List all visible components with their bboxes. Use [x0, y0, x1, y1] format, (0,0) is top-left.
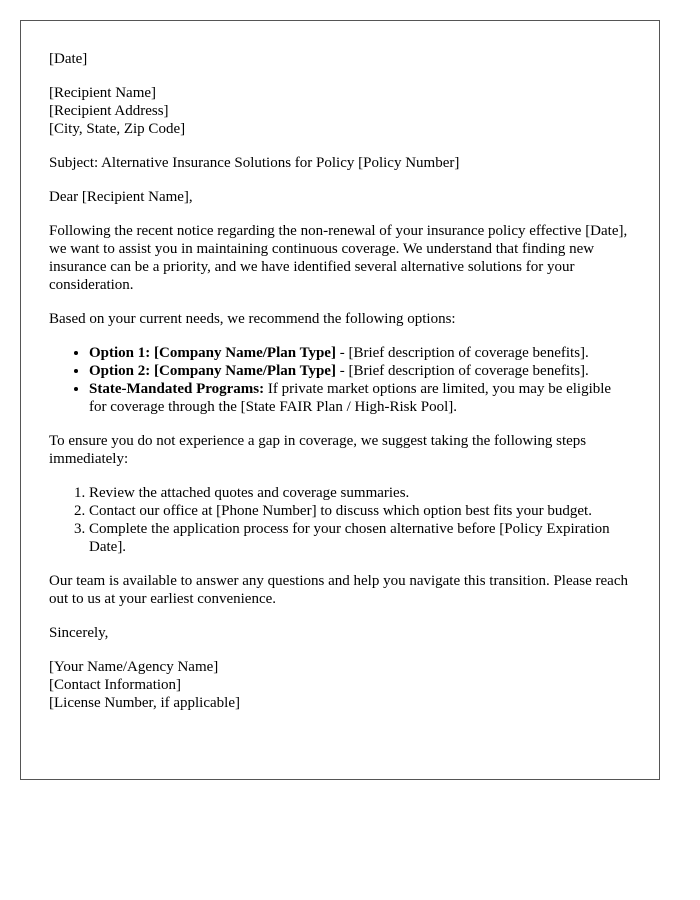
intro-paragraph: Following the recent notice regarding the non-renewal of your insurance policy effective [Date], we want to assist you in maintaining continuous coverage. We understand that finding new insurance can be a priority, and we have identified several alternative solutions for your consideration. [49, 223, 628, 293]
option-label: Option 1: [Company Name/Plan Type] [89, 345, 336, 361]
signature-block [49, 658, 631, 712]
option-label: Option 2: [Company Name/Plan Type] [89, 363, 336, 379]
list-item [89, 344, 631, 362]
option-text: If private market options are limited, you may be eligible for coverage through the [State FAIR Plan / High-Risk Pool]. [89, 381, 612, 415]
signature-name-agency: [Your Name/Agency Name] [49, 659, 219, 675]
letter-date: [Date] [49, 51, 88, 67]
list-item: 2. Contact our office at [Phone Number] to discuss which option best fits your budget. [89, 502, 631, 520]
recipient-address: [Recipient Address] [49, 103, 169, 119]
recipient-address-block [49, 84, 631, 138]
steps-intro: To ensure you do not experience a gap in coverage, we suggest taking the following steps immediately: [49, 433, 587, 467]
option-label: State-Mandated Programs: [89, 381, 265, 397]
option-text: - [Brief description of coverage benefits]. [335, 363, 589, 379]
sign-off: Sincerely, [49, 625, 109, 641]
list-item: 1. Review the attached quotes and coverage summaries. [89, 484, 631, 502]
letter-salutation: Dear [Recipient Name], [49, 189, 193, 205]
option-text: - [Brief description of coverage benefits]. [335, 345, 589, 361]
signature-license: [License Number, if applicable] [49, 695, 240, 711]
signature-contact: [Contact Information] [49, 677, 182, 693]
list-item [89, 362, 631, 380]
letter-subject: Subject: Alternative Insurance Solutions for Policy [Policy Number] [49, 155, 460, 171]
list-item: 3. Complete the application process for your chosen alternative before [Policy Expiration Date]. [89, 520, 631, 556]
recipient-name: [Recipient Name] [49, 85, 157, 101]
list-item [89, 380, 631, 416]
letter-page [20, 20, 660, 780]
options-intro: Based on your current needs, we recommend the following options: [49, 311, 456, 327]
options-list [49, 344, 631, 416]
closing-paragraph: Our team is available to answer any questions and help you navigate this transition. Please reach out to us at your earliest convenience. [49, 573, 629, 607]
steps-list [49, 484, 631, 556]
recipient-city-state-zip: [City, State, Zip Code] [49, 121, 186, 137]
